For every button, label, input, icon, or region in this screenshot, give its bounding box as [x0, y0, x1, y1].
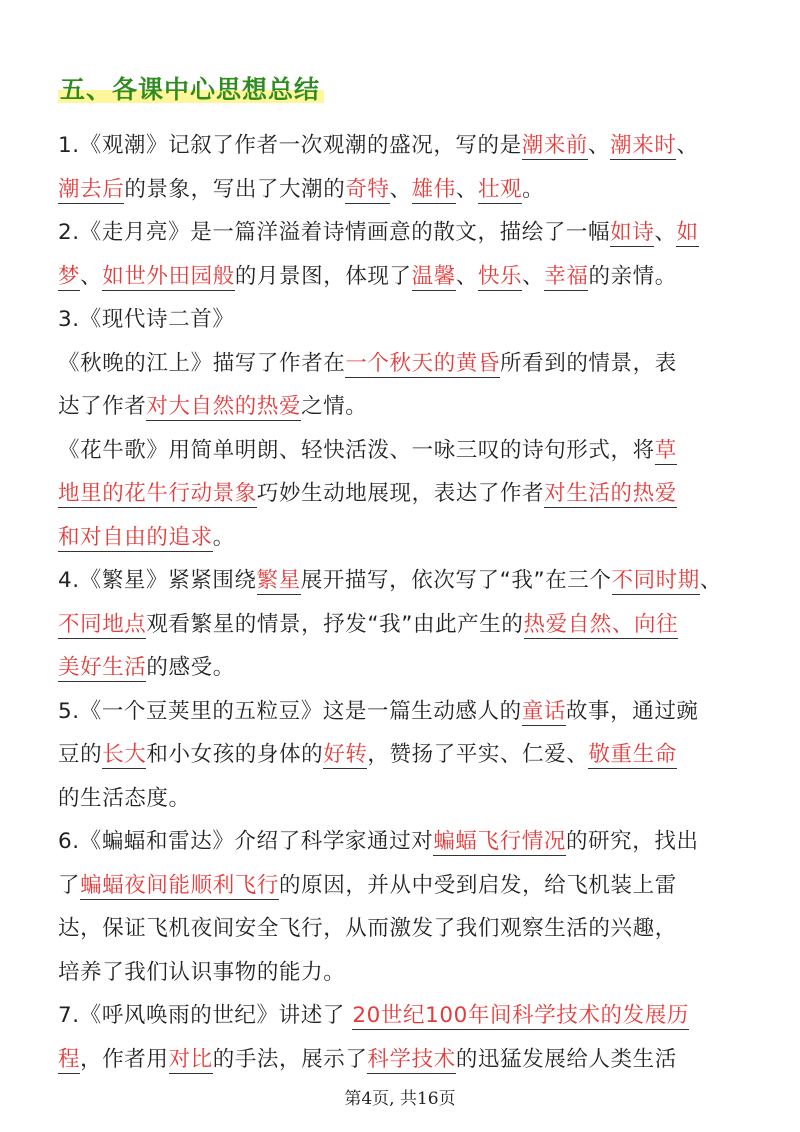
text-line — [58, 1038, 750, 1082]
text-line — [58, 298, 750, 342]
text-line — [58, 342, 750, 386]
body-text: 的研究，找出 — [565, 829, 699, 854]
key-phrase: 对比 — [168, 1046, 213, 1072]
key-phrase: 梦 — [58, 263, 81, 289]
page-footer: 第4页, 共16页 — [344, 1089, 456, 1109]
body-text: 巧妙生动地展现，表达了作者 — [256, 481, 545, 506]
key-phrase: 20世纪100年间科学技术的发展历 — [352, 1003, 689, 1028]
key-phrase: 一个秋天的黄昏 — [345, 350, 501, 376]
body-text: 《秋晚的江上》描写了作者在 — [58, 350, 346, 376]
body-text: 、 — [455, 263, 478, 289]
body-text: 6.《蝙蝠和雷达》介绍了科学家通过对 — [58, 829, 434, 854]
body-text: 的原因，并从中受到启发，给飞机装上雷 — [279, 872, 677, 898]
body-text: 故事，通过豌 — [565, 698, 699, 724]
key-phrase: 敬重生命 — [588, 742, 677, 767]
body-text: 。 — [212, 524, 235, 550]
key-phrase: 和对自由的追求 — [58, 524, 213, 550]
key-phrase: 程 — [58, 1046, 81, 1072]
key-phrase: 科学技术 — [367, 1046, 456, 1072]
key-phrase: 雄伟 — [411, 176, 456, 202]
body-text: 1.《观潮》记叙了作者一次观潮的盛况，写的是 — [58, 133, 522, 158]
key-phrase: 如世外田园般 — [102, 263, 235, 289]
body-text: 7.《呼风唤雨的世纪》讲述了 — [58, 1003, 353, 1028]
key-phrase: 潮去后 — [58, 176, 125, 202]
text-line — [58, 733, 750, 777]
text-line — [58, 211, 750, 255]
key-phrase: 蝙蝠飞行情况 — [433, 829, 566, 854]
body-text: 3.《现代诗二首》 — [58, 307, 235, 332]
key-phrase: 如诗 — [610, 220, 655, 245]
text-line — [58, 429, 750, 473]
section-heading: 五、各课中心思想总结 — [58, 70, 324, 106]
text-line — [58, 472, 750, 516]
body-text: 展开描写，依次写了“我”在三个 — [300, 568, 612, 593]
key-phrase: 不同时期 — [611, 568, 700, 593]
key-phrase: 童话 — [521, 698, 566, 724]
body-text: 观看繁星的情景，抒发“我”由此产生的 — [146, 611, 524, 637]
key-phrase: 对生活的热爱 — [544, 481, 677, 506]
body-text: 所看到的情景，表 — [500, 350, 677, 376]
body-text: 培养了我们认识事物的能力。 — [58, 959, 346, 985]
body-text: 、 — [654, 220, 677, 245]
body-text: 、 — [588, 133, 611, 158]
body-text: 2.《走月亮》是一篇洋溢着诗情画意的散文，描绘了一幅 — [58, 220, 611, 245]
text-line — [58, 907, 750, 951]
text-line — [58, 994, 750, 1038]
text-line — [58, 777, 750, 821]
text-line — [58, 516, 750, 560]
key-phrase: 蝙蝠夜间能顺利飞行 — [80, 872, 280, 898]
body-text: 5.《一个豆荚里的五粒豆》这是一篇生动感人的 — [58, 698, 522, 724]
key-phrase: 温馨 — [411, 263, 456, 289]
body-text: 、 — [699, 568, 723, 593]
key-phrase: 美好生活 — [58, 655, 147, 680]
key-phrase: 好转 — [323, 742, 368, 767]
key-phrase: 快乐 — [477, 263, 523, 289]
body-text: 的迅猛发展给人类生活 — [455, 1046, 677, 1072]
text-line — [58, 820, 750, 864]
body-text: 。 — [522, 176, 545, 202]
body-text: 4.《繁星》紧紧围绕 — [58, 568, 257, 593]
text-line — [58, 385, 750, 429]
key-phrase: 对大自然的热爱 — [146, 394, 302, 419]
key-phrase: 潮来时 — [610, 133, 677, 158]
body-text: 、 — [80, 263, 103, 289]
body-text: 达了作者 — [58, 394, 147, 419]
body-text: ，赞扬了平实、仁爱、 — [367, 742, 589, 767]
text-line — [58, 603, 750, 647]
body-text: ，作者用 — [80, 1046, 169, 1072]
text-line — [58, 864, 750, 908]
text-line — [58, 951, 750, 995]
body-text: 的生活态度。 — [58, 785, 191, 811]
body-text: 的亲情。 — [588, 263, 677, 289]
key-phrase: 幸福 — [544, 263, 589, 289]
body-text: 、 — [676, 133, 699, 158]
body-text: 的月景图，体现了 — [234, 263, 412, 289]
text-line — [58, 255, 750, 299]
text-line — [58, 559, 750, 603]
body-text: 和小女孩的身体的 — [146, 742, 324, 767]
text-line — [58, 124, 750, 168]
key-phrase: 热爱自然、向往 — [523, 611, 679, 637]
text-line — [58, 168, 750, 212]
key-phrase: 不同地点 — [58, 611, 147, 637]
body-text: 之情。 — [301, 394, 368, 419]
body-text: 、 — [522, 263, 545, 289]
body-text: 了 — [58, 872, 81, 898]
body-text: 的手法，展示了 — [212, 1046, 368, 1072]
text-line — [58, 690, 750, 734]
body-text: 达，保证飞机夜间安全飞行，从而激发了我们观察生活的兴趣， — [58, 916, 677, 941]
body-text: 的景象，写出了大潮的 — [124, 176, 346, 202]
key-phrase: 长大 — [102, 742, 147, 767]
body-text: 《花牛歌》用简单明朗、轻快活泼、一咏三叹的诗句形式，将 — [58, 437, 655, 463]
key-phrase: 奇特 — [345, 176, 390, 202]
key-phrase: 繁星 — [256, 568, 301, 593]
key-phrase: 潮来前 — [521, 133, 589, 158]
body-text: 、 — [389, 176, 412, 202]
key-phrase: 草 — [654, 437, 677, 463]
text-line — [58, 646, 750, 690]
body-text: 的感受。 — [146, 655, 235, 680]
body-text: 豆的 — [58, 742, 103, 767]
summary-body — [58, 124, 750, 1081]
body-text: 、 — [455, 176, 478, 202]
key-phrase: 如 — [676, 220, 699, 245]
key-phrase: 壮观 — [477, 176, 523, 202]
key-phrase: 地里的花牛行动景象 — [58, 481, 257, 506]
